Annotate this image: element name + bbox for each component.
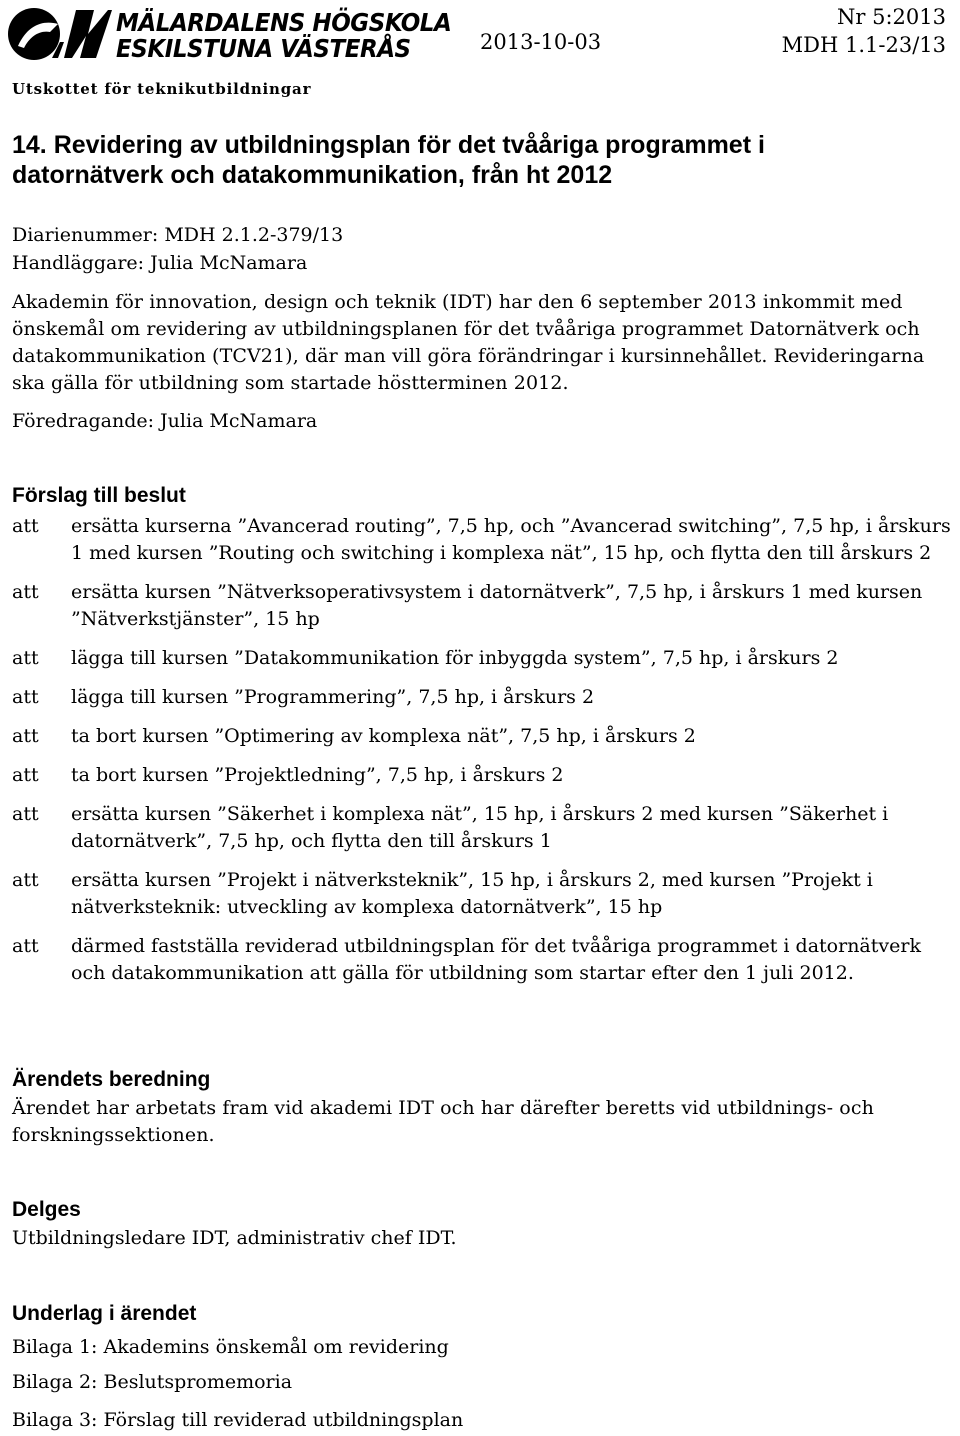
proposal-item	[12, 684, 952, 711]
attachment-item: Bilaga 1: Akademins önskemål om revidering	[12, 1336, 449, 1358]
proposal-text: lägga till kursen ”Programmering”, 7,5 hp, i årskurs 2	[71, 686, 595, 708]
proposal-text: ersätta kursen ”Projekt i nätverksteknik”, 15 hp, i årskurs 2, med kursen ”Projekt i nätverksteknik: utveckling av komplexa datornätverk”, 15 hp	[71, 869, 873, 918]
mdh-reference: MDH 1.1-23/13	[781, 33, 946, 57]
delges-text: Utbildningsledare IDT, administrativ chef IDT.	[12, 1227, 457, 1249]
handlaggare: Handläggare: Julia McNamara	[12, 252, 308, 274]
proposal-text: därmed fastställa reviderad utbildningsplan för det tvååriga programmet i datornätverk och datakommunikation att gälla för utbildning som startar efter den 1 juli 2012.	[71, 935, 921, 984]
att-prefix: att	[12, 515, 39, 537]
logo-line-2: ESKILSTUNA VÄSTERÅS	[116, 34, 411, 63]
att-prefix: att	[12, 581, 39, 603]
section-heading-beredning: Ärendets beredning	[12, 1068, 211, 1091]
document-reference	[782, 3, 946, 59]
section-heading-underlag: Underlag i ärendet	[12, 1302, 197, 1325]
beredning-text: Ärendet har arbetats fram vid akademi IDT och har därefter beretts vid utbildnings- och forskningssektionen.	[12, 1097, 874, 1146]
proposal-item	[12, 513, 952, 567]
proposal-text: ta bort kursen ”Projektledning”, 7,5 hp, i årskurs 2	[71, 764, 564, 786]
att-prefix: att	[12, 647, 39, 669]
att-prefix: att	[12, 803, 39, 825]
logo-line-1: MÄLARDALENS HÖGSKOLA	[116, 8, 452, 37]
proposal-item	[12, 723, 952, 750]
proposal-item	[12, 867, 952, 921]
att-prefix: att	[12, 725, 39, 747]
proposal-item	[12, 579, 952, 633]
foredragande: Föredragande: Julia McNamara	[12, 410, 318, 432]
att-prefix: att	[12, 686, 39, 708]
section-heading-delges: Delges	[12, 1198, 81, 1221]
att-prefix: att	[12, 935, 39, 957]
proposal-text: ersätta kurserna ”Avancerad routing”, 7,5 hp, och ”Avancerad switching”, 7,5 hp, i årskurs 1 med kursen ”Routing och switching i komplexa nät”, 15 hp, och flytta den till årskurs 2	[71, 515, 951, 564]
section-heading-forslag: Förslag till beslut	[12, 484, 186, 507]
proposal-item	[12, 645, 952, 672]
page-title: 14. Revidering av utbildningsplan för det tvååriga programmet i datornätverk och datakommunikation, från ht 2012	[12, 131, 765, 189]
document-date: 2013-10-03	[480, 30, 602, 54]
att-prefix: att	[12, 869, 39, 891]
diarienummer: Diarienummer: MDH 2.1.2-379/13	[12, 224, 344, 246]
document-number: Nr 5:2013	[837, 5, 946, 29]
university-logo	[4, 6, 452, 63]
proposal-text: lägga till kursen ”Datakommunikation för inbyggda system”, 7,5 hp, i årskurs 2	[71, 647, 839, 669]
attachment-item: Bilaga 2: Beslutspromemoria	[12, 1371, 293, 1393]
proposal-text: ersätta kursen ”Säkerhet i komplexa nät”, 15 hp, i årskurs 2 med kursen ”Säkerhet i datornätverk”, 7,5 hp, och flytta den till årskurs 1	[71, 803, 889, 852]
proposal-item	[12, 933, 952, 987]
proposal-item	[12, 801, 952, 855]
proposal-text: ersätta kursen ”Nätverksoperativsystem i datornätverk”, 7,5 hp, i årskurs 1 med kursen ”Nätverkstjänster”, 15 hp	[71, 581, 923, 630]
proposal-text: ta bort kursen ”Optimering av komplexa nät”, 7,5 hp, i årskurs 2	[71, 725, 696, 747]
attachment-item: Bilaga 3: Förslag till reviderad utbildningsplan	[12, 1409, 464, 1431]
university-emblem-icon	[4, 6, 112, 62]
proposal-item	[12, 762, 952, 789]
intro-paragraph: Akademin för innovation, design och teknik (IDT) har den 6 september 2013 inkommit med önskemål om revidering av utbildningsplanen för det tvååriga programmet Datornätverk och datakommunikation (TCV21), där man vill göra förändringar i kursinnehållet. Revideringarna ska gälla för utbildning som startade höstterminen 2012.	[12, 291, 925, 394]
proposal-list	[12, 513, 952, 987]
committee-name: Utskottet för teknikutbildningar	[12, 80, 312, 98]
att-prefix: att	[12, 764, 39, 786]
